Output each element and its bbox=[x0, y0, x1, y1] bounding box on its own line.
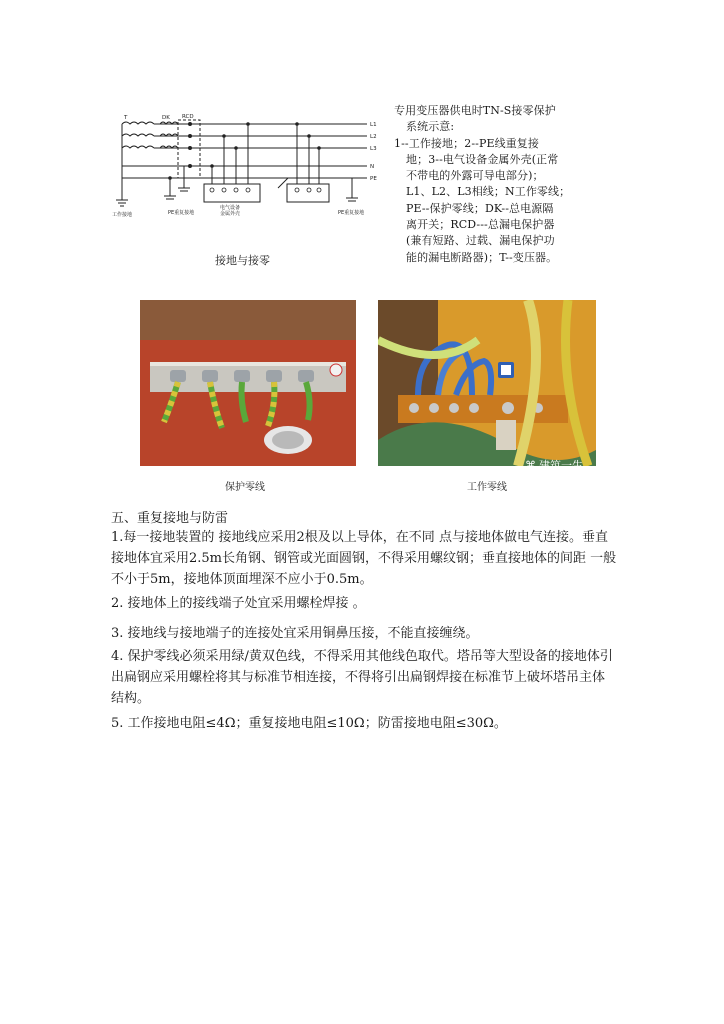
paragraph-3: 3. 接地线与接地端子的连接处宜采用铜鼻压接，不能直接缠绕。 bbox=[111, 626, 479, 641]
label-pe-reground-2: PE重复接地 bbox=[338, 210, 365, 216]
tn-s-diagram-svg bbox=[112, 110, 382, 218]
watermark-text: 建筑一生 bbox=[539, 459, 583, 472]
label-pe: PE bbox=[370, 176, 377, 182]
left-photo-caption: 保护零线 bbox=[225, 482, 265, 493]
label-pe-reground: PE重复接地 bbox=[168, 210, 195, 216]
desc-line: 专用变压器供电时TN-S接零保护 bbox=[394, 104, 556, 117]
label-rcd: RCD bbox=[182, 114, 194, 120]
label-t: T bbox=[124, 115, 128, 121]
desc-line: 离开关；RCD---总漏电保护器 bbox=[406, 218, 555, 232]
protective-neutral-photo bbox=[140, 300, 356, 466]
right-photo-caption: 工作零线 bbox=[467, 482, 507, 493]
label-l1: L1 bbox=[370, 122, 377, 128]
paragraph-1: 1.每一接地装置的 接地线应采用2根及以上导体，在不同 点与接地体做电气连接。垂直接地体宜采用2.5m长角钢、钢管或光面圆钢，不得采用螺纹钢；垂直接地体的间距 一般不小于5m，接地体顶面埋深不应小于0.5m。 bbox=[111, 530, 617, 587]
paragraph-2: 2. 接地体上的接线端子处宜采用螺栓焊接 。 bbox=[111, 596, 366, 611]
desc-line: L1、L2、L3相线；N工作零线； bbox=[406, 185, 571, 199]
desc-line: PE--保护零线；DK--总电源隔 bbox=[406, 201, 554, 215]
watermark bbox=[525, 457, 583, 473]
desc-line: 能的漏电断路器)；T--变压器。 bbox=[406, 250, 558, 264]
desc-line: 不带电的外露可导电部分)； bbox=[406, 169, 544, 183]
label-l3: L3 bbox=[370, 146, 377, 152]
desc-line: (兼有短路、过载、漏电保护功 bbox=[406, 234, 555, 248]
desc-line: 地；3--电气设备金属外壳(正常 bbox=[406, 152, 559, 166]
label-n: N bbox=[370, 164, 375, 170]
wechat-icon: ⌘ bbox=[525, 458, 536, 472]
paragraph-4: 4. 保护零线必须采用绿/黄双色线，不得采用其他线色取代。塔吊等大型设备的接地体引出扁钢应采用螺栓将其与标准节相连接，不得将引出扁钢焊接在标准节上破坏塔吊主体结构。 bbox=[111, 649, 613, 706]
label-work-ground: 工作接地 bbox=[112, 212, 133, 218]
paragraph-5: 5. 工作接地电阻≤4Ω；重复接地电阻≤10Ω；防雷接地电阻≤30Ω。 bbox=[111, 716, 507, 731]
label-equipment-2: 金属外壳 bbox=[220, 211, 241, 217]
tn-s-diagram bbox=[112, 110, 382, 218]
desc-line: 系统示意: bbox=[406, 120, 455, 134]
label-l2: L2 bbox=[370, 134, 377, 140]
working-neutral-photo bbox=[378, 300, 596, 466]
diagram-caption: 接地与接零 bbox=[215, 254, 270, 267]
label-dk: DK bbox=[162, 115, 170, 121]
label-equipment-1: 电气设备 bbox=[220, 205, 241, 211]
section-heading: 五、重复接地与防雷 bbox=[111, 511, 229, 526]
diagram-description bbox=[394, 103, 604, 266]
desc-line: 1--工作接地；2--PE线重复接 bbox=[394, 136, 539, 150]
